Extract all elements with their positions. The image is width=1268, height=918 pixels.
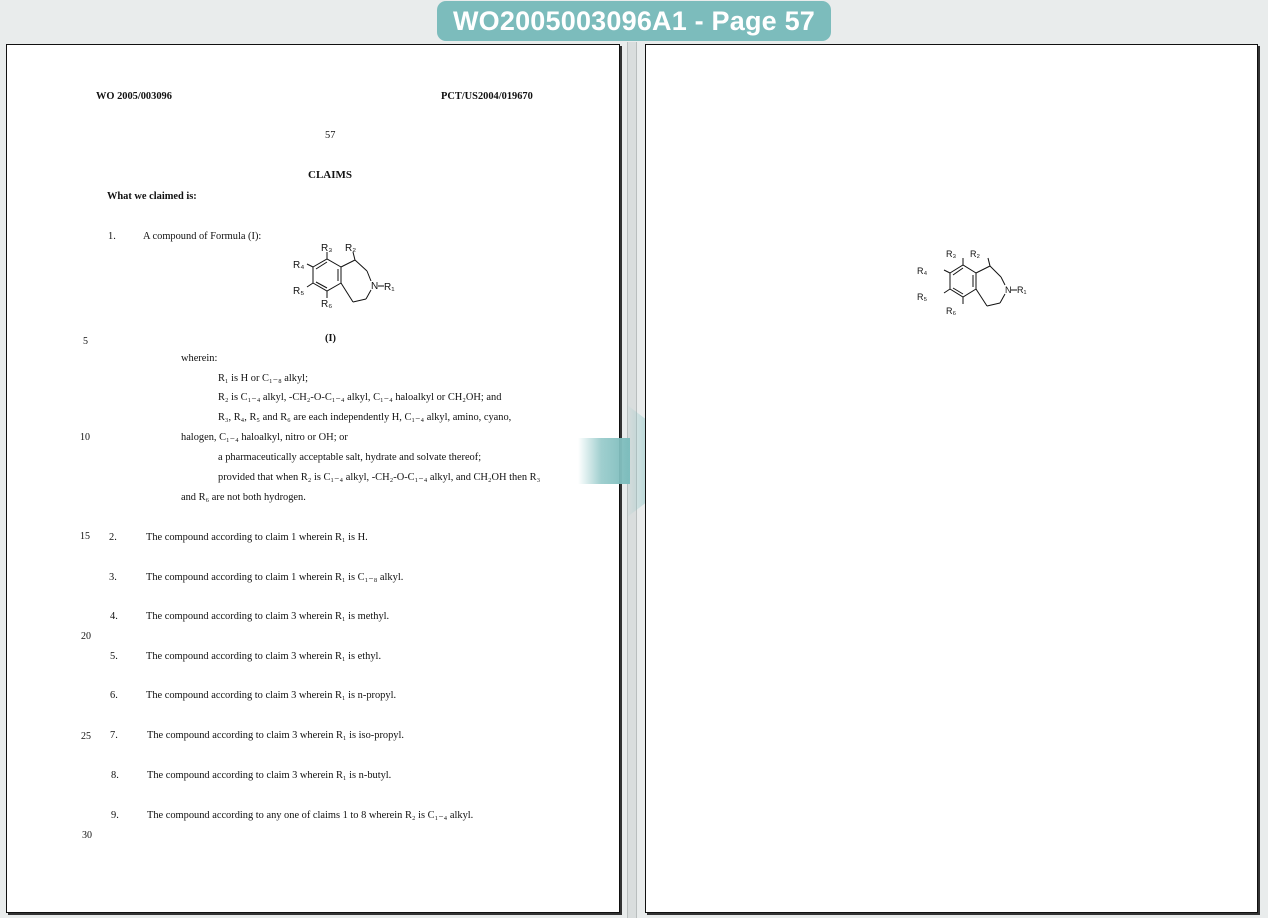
- r1-label: R₁: [384, 282, 395, 293]
- n-label: N: [1005, 285, 1012, 295]
- claims-heading: CLAIMS: [308, 169, 353, 181]
- claim-number: 4.: [110, 611, 118, 622]
- n-label: N: [371, 281, 379, 292]
- claim-proviso: provided that when R₂ is C₁₋₄ alkyl, -CH₂-O-C₁₋₄ alkyl, and CH₂OH then R₃: [218, 472, 541, 483]
- claim-text: The compound according to claim 3 wherein R₁ is ethyl.: [146, 651, 382, 662]
- claim-r3-definition: R₃, R₄, R₅ and R₆ are each independently H, C₁₋₄ alkyl, amino, cyano,: [218, 412, 512, 423]
- line-number: 30: [82, 830, 92, 841]
- line-number: 20: [81, 631, 91, 642]
- r4-label: R₄: [917, 266, 928, 276]
- r6-label: R₆: [946, 306, 957, 316]
- claim-number: 9.: [111, 810, 119, 821]
- r6-label: R₆: [321, 299, 333, 310]
- claim-text: The compound according to claim 1 wherein R₁ is H.: [146, 532, 368, 543]
- r3-label: R₃: [946, 249, 957, 259]
- claim-salt: a pharmaceutically acceptable salt, hydrate and solvate thereof;: [218, 452, 482, 463]
- line-number: 15: [80, 531, 90, 542]
- claim-text: The compound according to claim 3 wherein R₁ is iso-propyl.: [147, 730, 404, 741]
- r2-label: R₂: [970, 249, 980, 259]
- r5-label: R₅: [293, 286, 305, 297]
- claim-r3-definition-cont: halogen, C₁₋₄ haloalkyl, nitro or OH; or: [181, 432, 348, 443]
- formula-structure: [267, 241, 397, 333]
- pct-number: PCT/US2004/019670: [441, 91, 533, 102]
- benzazepine-skeleton: [307, 252, 384, 302]
- claim-number: 2.: [109, 532, 117, 543]
- source-page: [6, 44, 620, 913]
- r1-label: R₁: [1017, 285, 1027, 295]
- r3-label: R₃: [321, 243, 333, 254]
- formula-label: (I): [325, 333, 336, 344]
- claim-text: The compound according to any one of claims 1 to 8 wherein R₂ is C₁₋₄ alkyl.: [147, 810, 474, 821]
- claim-text: A compound of Formula (I):: [143, 231, 262, 242]
- claim-number: 6.: [110, 690, 118, 701]
- line-number: 10: [80, 432, 90, 443]
- r2-label: R₂: [345, 243, 357, 254]
- claim-text: The compound according to claim 3 wherein R₁ is n-butyl.: [147, 770, 392, 781]
- page-number: 57: [325, 130, 336, 141]
- extracted-structure: [908, 245, 1032, 335]
- claim-r1-definition: R₁ is H or C₁₋₈ alkyl;: [218, 373, 308, 384]
- extracted-page: [645, 44, 1258, 913]
- claim-number: 8.: [111, 770, 119, 781]
- line-number: 5: [83, 336, 88, 347]
- document-title: WO2005003096A1 - Page 57: [437, 1, 831, 41]
- r4-label: R₄: [293, 260, 305, 271]
- benzazepine-skeleton: [944, 258, 1017, 306]
- claim-text: The compound according to claim 3 wherein R₁ is methyl.: [146, 611, 390, 622]
- claim-number: 1.: [108, 231, 116, 242]
- claim-number: 7.: [110, 730, 118, 741]
- claim-number: 5.: [110, 651, 118, 662]
- claim-proviso-cont: and R₆ are not both hydrogen.: [181, 492, 306, 503]
- claim-r2-definition: R₂ is C₁₋₄ alkyl, -CH₂-O-C₁₋₄ alkyl, C₁₋₄ haloalkyl or CH₂OH; and: [218, 392, 502, 403]
- doc-number: WO 2005/003096: [96, 91, 172, 102]
- claim-text: The compound according to claim 3 wherein R₁ is n-propyl.: [146, 690, 397, 701]
- claim-wherein: wherein:: [181, 353, 218, 364]
- r5-label: R₅: [917, 292, 928, 302]
- claim-number: 3.: [109, 572, 117, 583]
- claims-intro: What we claimed is:: [107, 191, 197, 202]
- line-number: 25: [81, 731, 91, 742]
- claim-text: The compound according to claim 1 wherein R₁ is C₁₋₈ alkyl.: [146, 572, 404, 583]
